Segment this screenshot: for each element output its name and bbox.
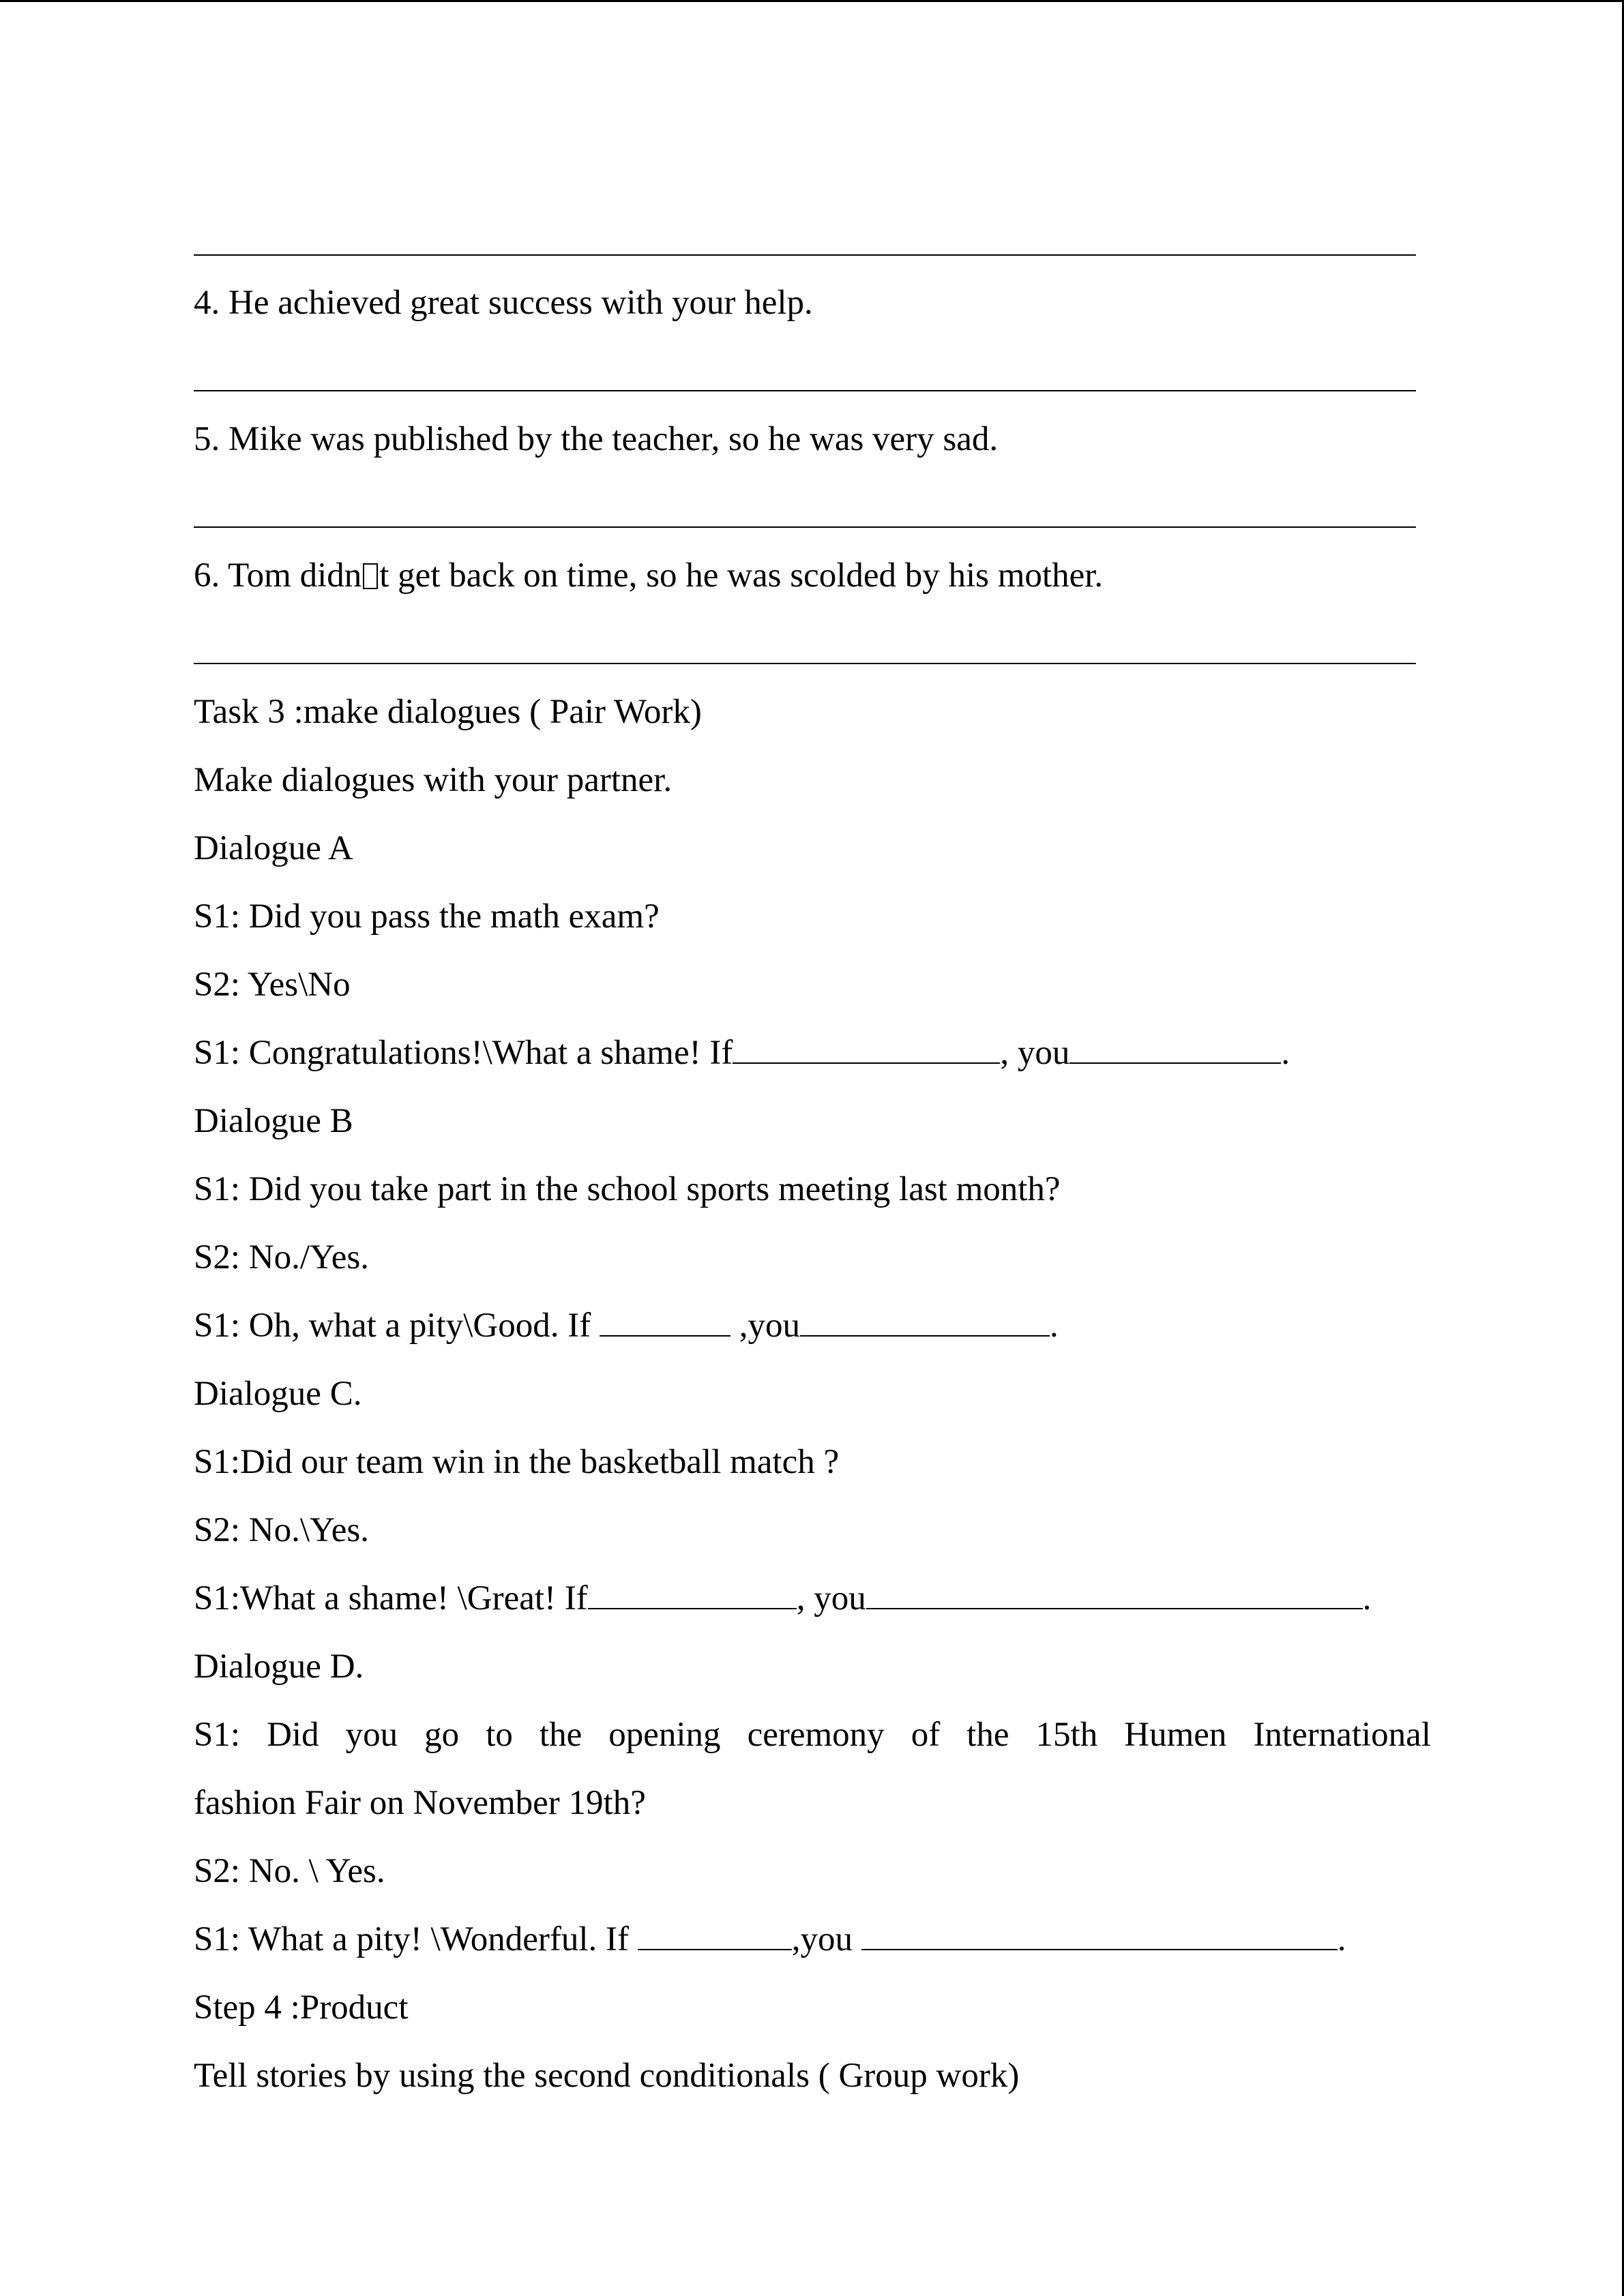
missing-glyph-box: [363, 563, 378, 589]
dialogue-d-s1-line1: S1: Did you go to the opening ceremony of the 15th Humen International: [194, 1716, 1431, 1754]
dialogue-b-reply-end: .: [1049, 1307, 1059, 1345]
dialogue-d-s2: S2: No. \ Yes.: [194, 1852, 385, 1890]
dialogue-b-s2: S2: No./Yes.: [194, 1238, 369, 1277]
exercise-item-6: [194, 555, 1103, 596]
dialogue-c-reply-end: .: [1362, 1579, 1372, 1617]
dialogue-d-reply-mid: ,you: [791, 1920, 861, 1958]
answer-line-5[interactable]: [194, 526, 1416, 528]
dialogue-c-reply-mid: , you: [796, 1579, 866, 1617]
dialogue-c-reply-start: S1:What a shame! \Great! If: [194, 1579, 588, 1617]
step4-instruction: Tell stories by using the second conditionals ( Group work): [194, 2057, 1020, 2095]
dialogue-d-reply-start: S1: What a pity! \Wonderful. If: [194, 1920, 638, 1958]
dialogue-b-blank-if[interactable]: [600, 1305, 730, 1337]
dialogue-c-blank-you[interactable]: [866, 1578, 1363, 1609]
dialogue-d-s1-reply: [194, 1919, 1346, 1960]
dialogue-a-blank-if[interactable]: [733, 1032, 1000, 1064]
answer-line-4[interactable]: [194, 390, 1416, 391]
dialogue-d-blank-if[interactable]: [638, 1919, 792, 1950]
task3-instruction: Make dialogues with your partner.: [194, 761, 673, 799]
dialogue-c-s2: S2: No.\Yes.: [194, 1511, 369, 1549]
dialogue-a-reply-end: .: [1281, 1034, 1290, 1072]
answer-line-3[interactable]: [194, 254, 1416, 256]
task3-heading: Task 3 :make dialogues ( Pair Work): [194, 693, 702, 731]
exercise-item-5: 5. Mike was published by the teacher, so he was very sad.: [194, 420, 999, 458]
dialogue-b-s1: S1: Did you take part in the school sports meeting last month?: [194, 1170, 1061, 1208]
dialogue-d-s1-line2: fashion Fair on November 19th?: [194, 1784, 646, 1822]
exercise-item-4: 4. He achieved great success with your help.: [194, 284, 813, 322]
dialogue-d-blank-you[interactable]: [861, 1919, 1338, 1950]
dialogue-d-reply-end: .: [1337, 1920, 1346, 1958]
page-border-top: [0, 0, 1624, 2]
dialogue-b-s1-reply: [194, 1305, 1059, 1346]
dialogue-b-reply-start: S1: Oh, what a pity\Good. If: [194, 1307, 600, 1345]
dialogue-c-s1: S1:Did our team win in the basketball match ?: [194, 1443, 840, 1481]
dialogue-a-s1-reply: [194, 1032, 1290, 1073]
dialogue-c-s1-reply: [194, 1578, 1372, 1619]
step4-heading: Step 4 :Product: [194, 1988, 409, 2027]
dialogue-b-blank-you[interactable]: [800, 1305, 1050, 1337]
dialogue-a-s1: S1: Did you pass the math exam?: [194, 897, 660, 936]
exercise-item-6-start: 6. Tom didn: [194, 556, 362, 595]
dialogue-a-reply-start: S1: Congratulations!\What a shame! If: [194, 1034, 733, 1072]
dialogue-b-reply-mid: ,you: [730, 1307, 800, 1345]
dialogue-a-blank-you[interactable]: [1069, 1032, 1281, 1064]
dialogue-b-title: Dialogue B: [194, 1102, 353, 1140]
dialogue-a-reply-mid: , you: [1000, 1034, 1070, 1072]
dialogue-c-blank-if[interactable]: [588, 1578, 797, 1609]
dialogue-c-title: Dialogue C.: [194, 1375, 362, 1413]
dialogue-a-title: Dialogue A: [194, 829, 353, 867]
exercise-item-6-end: t get back on time, so he was scolded by his mother.: [379, 556, 1104, 595]
answer-line-6[interactable]: [194, 663, 1416, 664]
dialogue-d-title: Dialogue D.: [194, 1648, 364, 1686]
dialogue-a-s2: S2: Yes\No: [194, 966, 351, 1004]
